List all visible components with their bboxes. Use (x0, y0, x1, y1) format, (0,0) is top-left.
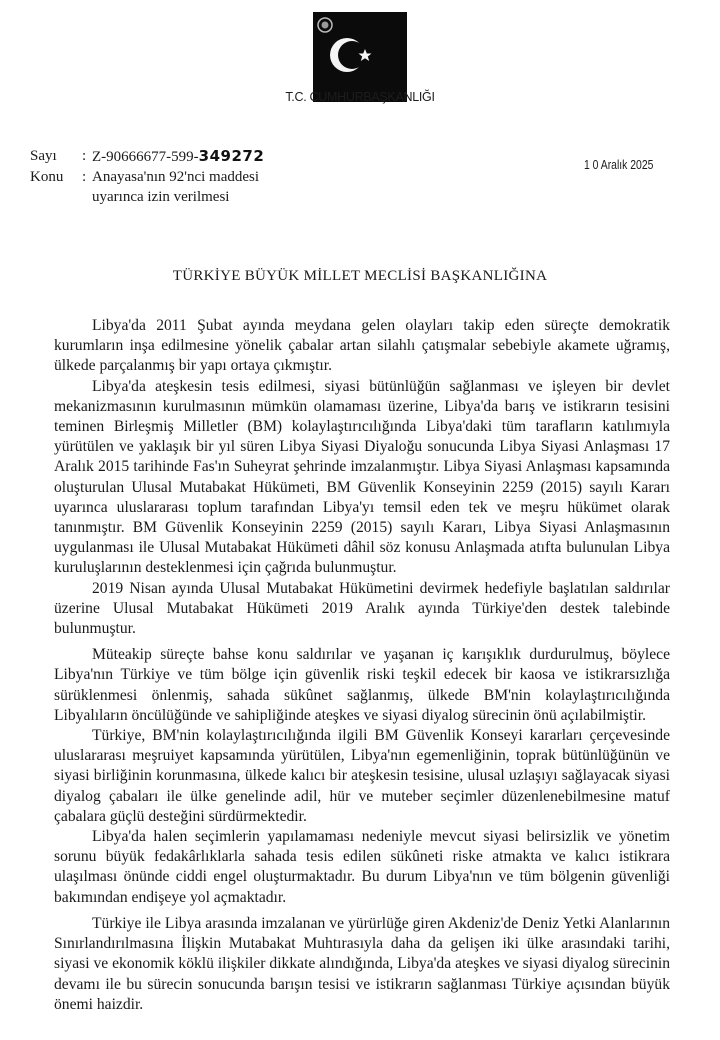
reference-number-handwritten: 349272 (198, 147, 265, 165)
reference-number (92, 146, 264, 167)
colon: : (82, 148, 87, 164)
reference-number-printed: Z-90666677-599- (92, 149, 199, 165)
subject-line-1: Anayasa'nın 92'nci maddesi (92, 169, 260, 185)
paragraph: Türkiye ile Libya arasında imzalanan ve yürürlüğe giren Akdeniz'de Deniz Yetki Alanlarının Sınırlandırılmasına İlişkin Mutabakat Muhtırasıyla daha da gelişen iki ülke arasındaki tarihi, siyasi ve ekonomik köklü ilişkiler dikkate alındığında, Libya'da ateşkes ve siyasi diyalog sürecinin devamı ile bu sürecin sonucunda barışın tesisi ve istikrarın sağlanması Türkiye açısından büyük önemi haizdir. (54, 914, 670, 1013)
subject-value (92, 167, 259, 207)
subject-label: Konu (30, 169, 64, 185)
colon: : (82, 169, 87, 185)
paragraph: 2019 Nisan ayında Ulusal Mutabakat Hükümetini devirmek hedefiyle başlatılan saldırılar üzerine Ulusal Mutabakat Hükümeti 2019 Aralık ayında Türkiye'den destek talebinde bulunmuştur. (54, 579, 670, 638)
paragraph: Libya'da ateşkesin tesis edilmesi, siyasi bütünlüğün sağlanması ve işleyen bir devlet mekanizmasının kurulmasının mümkün olamaması üzerine, Libya'da barış ve istikrarın tesisini teminen Birleşmiş Milletler (BM) kolaylaştırıcılığında Libya'daki tüm tarafların katılımıyla yürütülen ve yaklaşık bir yıl süren Libya Siyasi Diyaloğu sonucunda Libya Siyasi Anlaşması 17 Aralık 2015 tarihinde Fas'ın Suheyrat şehrinde imzalanmıştır. Libya Siyasi Anlaşması kapsamında oluşturulan Ulusal Mutabakat Hükümeti, BM Güvenlik Konseyinin 2259 (2015) sayılı Kararı uyarınca uluslararası toplum tarafından Libya'yı temsil eden tek ve meşru hükümet olarak tanınmıştır. BM Güvenlik Konseyinin 2259 (2015) sayılı Kararı, Libya Siyasi Anlaşmasının uygulanması ile Ulusal Mutabakat Hükümeti dâhil söz konusu Anlaşmada atıfta bulunulan Libya kuruluşlarının desteklenmesi için çağrıda bulunmuştur. (54, 377, 670, 577)
letter-body (54, 316, 670, 1015)
reference-label: Sayı (30, 148, 57, 164)
paragraph: Müteakip süreçte bahse konu saldırılar ve yaşanan iç karışıklık durdurulmuş, böylece Libya'nın Türkiye ve tüm bölge için güvenlik riski teşkil edecek bir kaosa ve istikrarsızlığa sürüklenmesi önlenmiş, sahada sükûnet sağlanmış, ülkede BM'nin kolaylaştırıcılığında Libyalıların öncülüğünde ve sahipliğinde ateşkes ve siyasi diyalog sürecinin önü açılabilmiştir. (54, 646, 670, 724)
reference-number-row (30, 146, 264, 167)
subject-row (30, 167, 264, 207)
recipient-heading: TÜRKİYE BÜYÜK MİLLET MECLİSİ BAŞKANLIĞINA (172, 268, 548, 284)
paragraph: Türkiye, BM'nin kolaylaştırıcılığında ilgili BM Güvenlik Konseyi kararları çerçevesinde uluslararası meşruiyet kapsamında yürütülen, Libya'nın egemenliğinin, toprak bütünlüğünün ve siyasi birliğinin korunmasına, ülkede kalıcı bir ateşkesin tesisine, ulusal uzlaşıyı sağlayacak siyasi diyalog çabaları ile ülke genelinde adil, hür ve muteber seçimler düzenlenebilmesine matuf çabalara güçlü desteğini sürdürmektedir. (54, 727, 670, 825)
paragraph: Libya'da halen seçimlerin yapılamaması nedeniyle mevcut siyasi belirsizlik ve yönetim sorunu büyük fedakârlıklarla sahada tesis edilen sükûneti riske atmakta ve kalıcı istikrara ulaşılması önünde ciddi engel oluşturmaktadır. Bu durum Libya'nın ve tüm bölgenin güvenliği bakımından endişeye yol açmaktadır. (54, 828, 670, 906)
subject-line-2: uyarınca izin verilmesi (92, 189, 230, 205)
document-date: 1 0 Aralık 2025 (584, 157, 654, 172)
institution-name: T.C. CUMHURBAŞKANLIĞI (285, 90, 435, 104)
document-meta (30, 146, 264, 207)
paragraph: Libya'da 2011 Şubat ayında meydana gelen olayları takip eden süreçte demokratik kurumların inşa edilmesine yönelik çabalar artan silahlı çatışmalar sebebiyle akamete uğramış, ülkede parçalanmış bir yapı ortaya çıkmıştır. (54, 317, 670, 375)
presidential-emblem-icon (313, 12, 407, 102)
